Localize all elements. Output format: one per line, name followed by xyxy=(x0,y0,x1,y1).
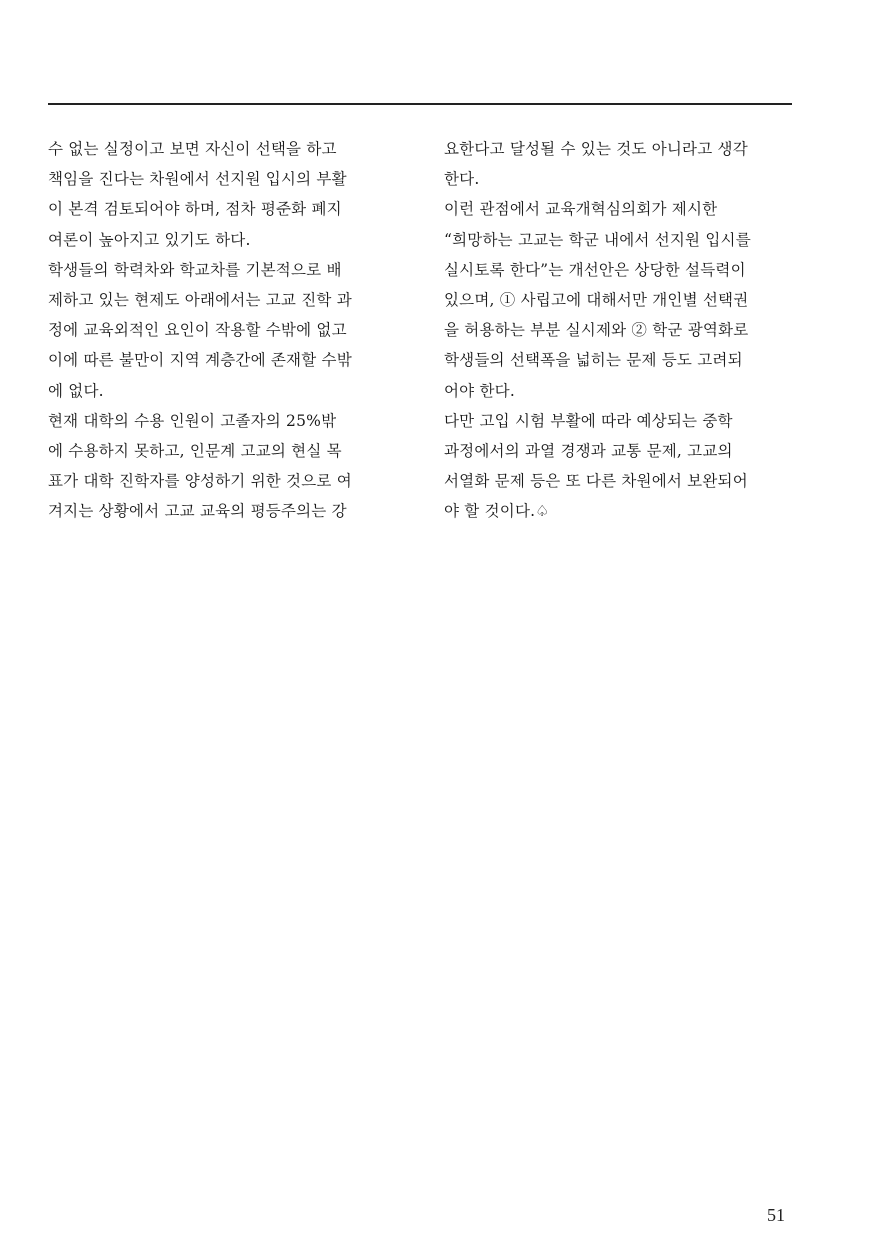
left-column xyxy=(48,134,396,527)
page-number: 51 xyxy=(767,1205,785,1225)
paragraph: 요한다고 달성될 수 있는 것도 아니라고 생각 한다. xyxy=(444,140,748,189)
paragraph: 학생들의 학력차와 학교차를 기본적으로 배 제하고 있는 현제도 아래에서는 고교 진학 과 정에 교육외적인 요인이 작용할 수밖에 없고 이에 따른 불만이 지역 계층간에 존재할 수밖 에 없다. xyxy=(48,260,352,400)
paragraph: 이런 관점에서 교육개혁심의회가 제시한 “희망하는 고교는 학군 내에서 선지원 입시를 실시토록 한다”는 개선안은 상당한 설득력이 있으며, ① 사립고에 대해서만 개인별 선택권 을 허용하는 부분 실시제와 ② 학군 광역화로 학생들의 선택폭을 넓히는 문제 등도 고려되 어야 한다. xyxy=(444,200,751,400)
paragraph: 수 없는 실정이고 보면 자신이 선택을 하고 책임을 진다는 차원에서 선지원 입시의 부활 이 본격 검토되어야 하며, 점차 평준화 폐지 여론이 높아지고 있기도 하다. xyxy=(48,140,347,249)
paragraph: 현재 대학의 수용 인원이 고졸자의 25%밖 에 수용하지 못하고, 인문계 고교의 현실 목 표가 대학 진학자를 양성하기 위한 것으로 여 겨지는 상황에서 고교 교육의 평등주의는 강 xyxy=(48,411,352,521)
right-column xyxy=(444,134,792,527)
paragraph: 다만 고입 시험 부활에 따라 예상되는 중학 과정에서의 과열 경쟁과 교통 문제, 고교의 서열화 문제 등은 또 다른 차원에서 보완되어 야 할 것이다.♤ xyxy=(444,411,748,521)
header-rule xyxy=(48,103,792,105)
